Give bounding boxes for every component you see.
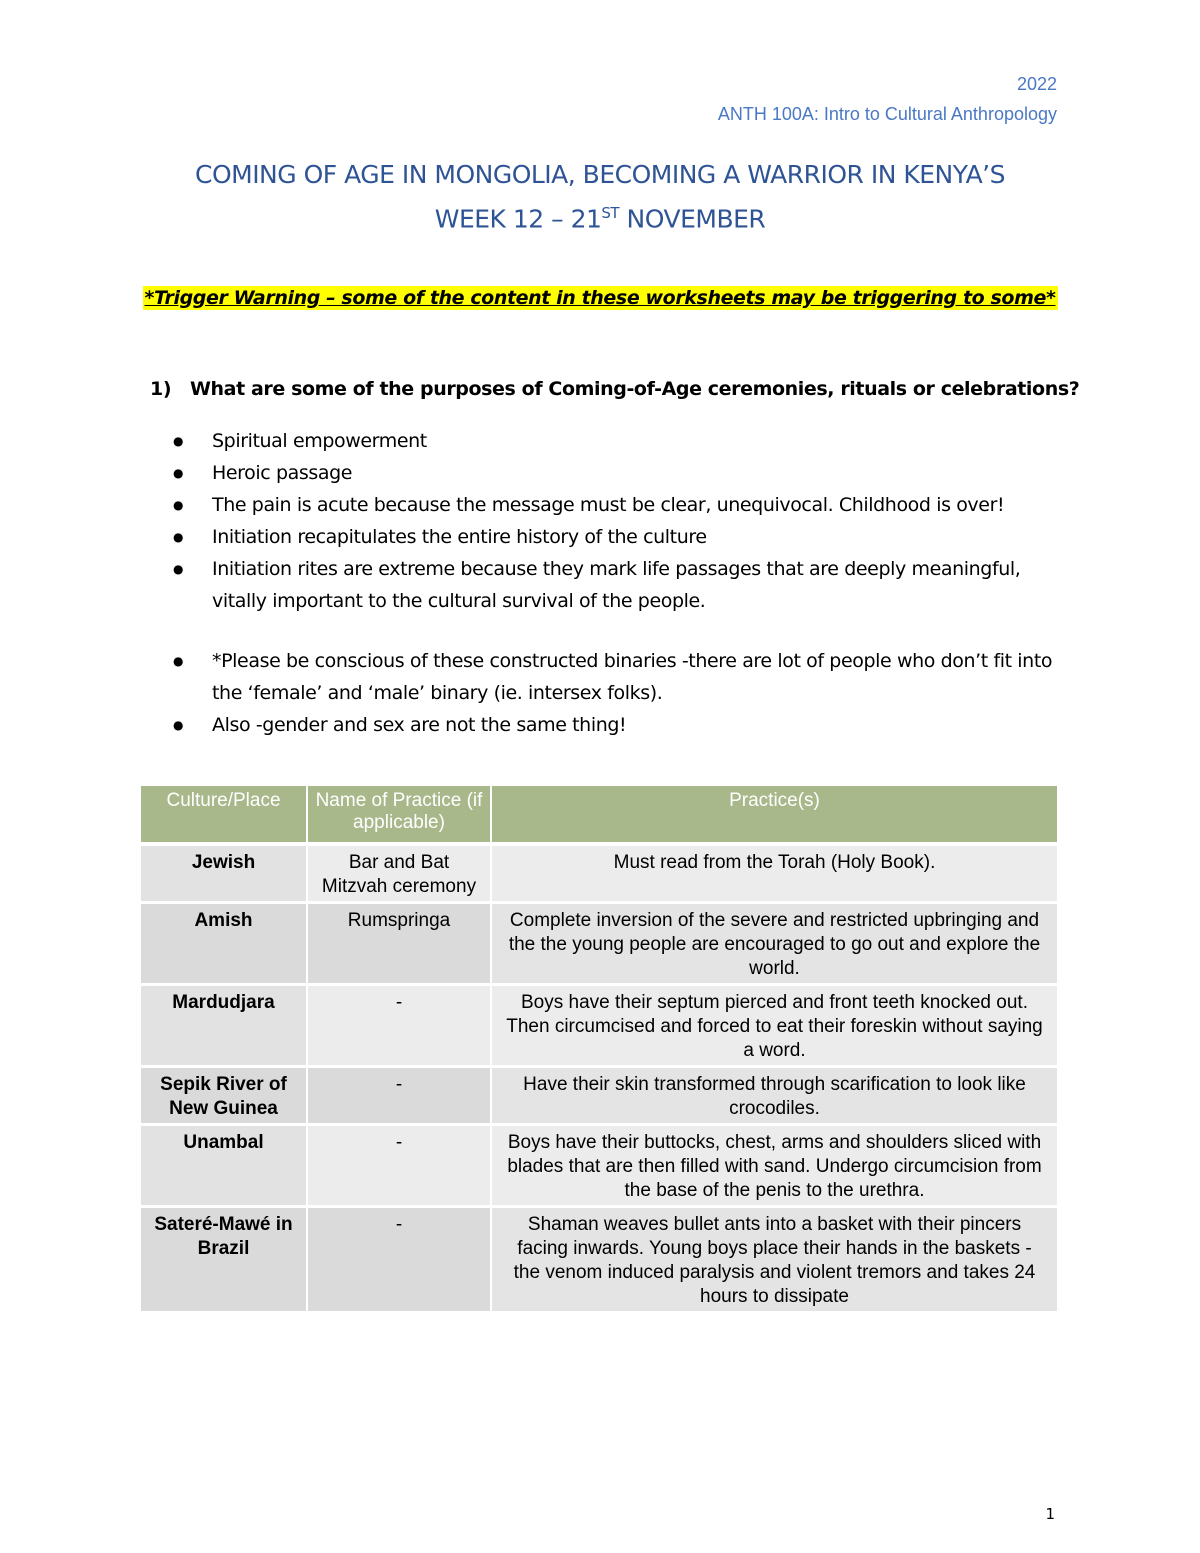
culture-cell: Mardudjara — [141, 985, 307, 1067]
practice-name-cell: Bar and Bat Mitzvah ceremony — [307, 844, 491, 903]
practice-name-cell: - — [307, 1067, 491, 1125]
month-label: NOVEMBER — [619, 204, 766, 234]
culture-cell: Unambal — [141, 1125, 307, 1207]
practice-cell: Shaman weaves bullet ants into a basket with their pincers facing inwards. Young boys place their hands in the baskets - the venom induced paralysis and violent tremors and takes 24 hours to dissipate — [491, 1207, 1057, 1313]
practice-cell: Have their skin transformed through scarification to look like crocodiles. — [491, 1067, 1057, 1125]
question-text: What are some of the purposes of Coming-of-Age ceremonies, rituals or celebrations? — [190, 378, 1080, 400]
table-row — [141, 1125, 1057, 1207]
culture-cell: Sateré-Mawé in Brazil — [141, 1207, 307, 1313]
practice-name-cell: Rumspringa — [307, 903, 491, 985]
table-row — [141, 1207, 1057, 1313]
page-number: 1 — [1045, 1505, 1055, 1523]
table-header-row — [141, 786, 1057, 844]
date-suffix: ST — [601, 204, 620, 222]
list-item: ● The pain is acute because the message must be clear, unequivocal. Childhood is over! — [170, 489, 1070, 521]
practice-cell: Complete inversion of the severe and restricted upbringing and the the young people are encouraged to go out and explore the world. — [491, 903, 1057, 985]
list-item: ● Initiation recapitulates the entire history of the culture — [170, 521, 1070, 553]
practice-name-cell: - — [307, 1207, 491, 1313]
header-practices: Practice(s) — [491, 786, 1057, 844]
list-spacer — [170, 617, 1070, 645]
practice-cell: Must read from the Torah (Holy Book). — [491, 844, 1057, 903]
header-course: ANTH 100A: Intro to Cultural Anthropology — [717, 104, 1057, 124]
page-subtitle — [0, 204, 1200, 233]
practices-table — [141, 786, 1057, 1314]
answer-bullet-list — [170, 425, 1070, 741]
trigger-warning: *Trigger Warning – some of the content in these worksheets may be triggering to some* — [144, 287, 1056, 309]
list-item: ● Heroic passage — [170, 457, 1070, 489]
culture-cell: Sepik River of New Guinea — [141, 1067, 307, 1125]
header-year: 2022 — [1016, 74, 1057, 94]
list-item: ● Also -gender and sex are not the same thing! — [170, 709, 1070, 741]
table-row — [141, 1067, 1057, 1125]
header-culture: Culture/Place — [141, 786, 307, 844]
table-row — [141, 844, 1057, 903]
practice-cell: Boys have their buttocks, chest, arms and shoulders sliced with blades that are then filled with sand. Undergo circumcision from the base of the penis to the urethra. — [491, 1125, 1057, 1207]
trigger-warning-container — [0, 287, 1200, 309]
week-label: WEEK 12 – 21 — [434, 204, 602, 234]
culture-cell: Amish — [141, 903, 307, 985]
culture-cell: Jewish — [141, 844, 307, 903]
table-row — [141, 903, 1057, 985]
table-row — [141, 985, 1057, 1067]
practice-name-cell: - — [307, 1125, 491, 1207]
list-item: ● Spiritual empowerment — [170, 425, 1070, 457]
question-1 — [150, 378, 1079, 400]
list-item: ● *Please be conscious of these constructed binaries -there are lot of people who don’t fit into the ‘female’ and ‘male’ binary (ie. intersex folks). — [170, 645, 1070, 709]
page-title: COMING OF AGE IN MONGOLIA, BECOMING A WARRIOR IN KENYA’S — [194, 160, 1005, 189]
practice-cell: Boys have their septum pierced and front teeth knocked out. Then circumcised and forced to eat their foreskin without saying a word. — [491, 985, 1057, 1067]
list-item: ● Initiation rites are extreme because they mark life passages that are deeply meaningful, vitally important to the cultural survival of the people. — [170, 553, 1070, 617]
practice-name-cell: - — [307, 985, 491, 1067]
question-number: 1) — [150, 378, 172, 400]
header-practice-name: Name of Practice (if applicable) — [307, 786, 491, 844]
